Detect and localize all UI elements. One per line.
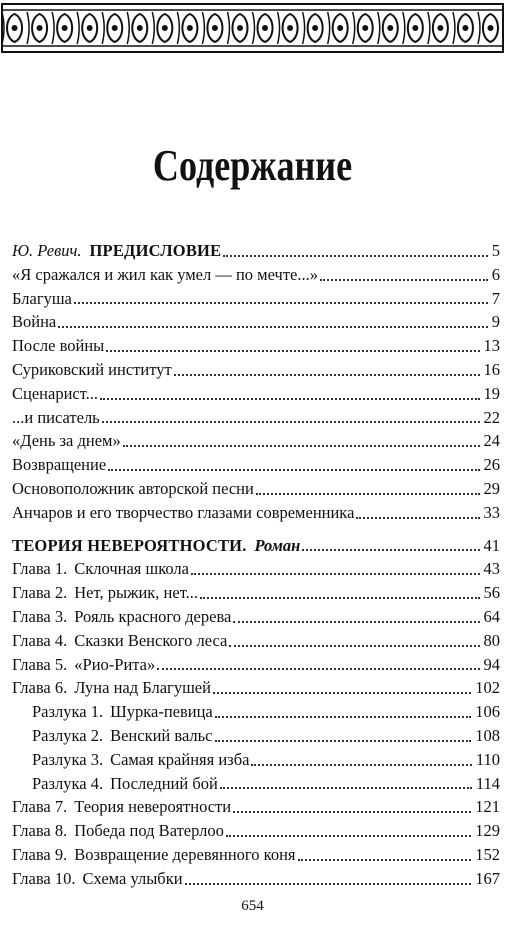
dot-leader (320, 279, 488, 281)
toc-page-number: 5 (491, 241, 500, 260)
toc-entry-label (12, 334, 104, 358)
toc-entry (12, 581, 500, 605)
dot-leader (356, 517, 479, 519)
ornament-dot (362, 25, 368, 31)
toc-entry-label (12, 453, 106, 477)
dot-leader (256, 493, 480, 495)
toc-chapter-number: Разлука 1. (32, 702, 104, 722)
toc-entry-label (12, 239, 221, 263)
dot-leader (74, 302, 488, 304)
toc-title: «День за днем» (12, 431, 121, 451)
toc-chapter-number: Глава 1. (12, 559, 68, 579)
toc-entry (12, 334, 500, 358)
toc-page-number: 7 (491, 288, 500, 308)
toc-entry (12, 724, 500, 748)
toc-title: Возвращение деревянного коня (74, 844, 296, 864)
toc-entry (12, 843, 500, 867)
toc-title: Венский вальс (110, 725, 213, 745)
toc-entry-label (12, 358, 172, 382)
toc-chapter-number: Глава 10. (12, 868, 76, 888)
dot-leader (100, 398, 479, 400)
toc-entry-label (12, 629, 227, 653)
dot-leader (157, 668, 479, 670)
toc-page-number: 16 (483, 359, 500, 379)
table-of-contents (12, 239, 500, 891)
toc-entry-label (12, 382, 98, 406)
toc-page-number: 121 (475, 797, 500, 817)
toc-entry-label (12, 310, 56, 334)
toc-page-number: 6 (491, 264, 500, 284)
toc-page-number: 24 (483, 431, 500, 451)
toc-title: Анчаров и его творчество глазами современника (12, 502, 355, 522)
toc-title: Возвращение (12, 455, 107, 475)
dot-leader (102, 421, 480, 423)
toc-page-number: 9 (491, 312, 500, 332)
dot-leader (213, 692, 471, 694)
toc-chapter-number: Глава 6. (12, 678, 68, 698)
toc-entry-label (32, 748, 249, 772)
toc-chapter-number: Глава 7. (12, 797, 68, 817)
toc-entry (12, 653, 500, 677)
dot-leader (191, 573, 480, 575)
toc-page-number: 102 (475, 678, 500, 698)
page-title: Содержание (152, 141, 353, 190)
toc-entry-label (12, 605, 231, 629)
toc-title: Луна над Благушей (74, 678, 211, 698)
toc-author: Ю. Ревич. (12, 241, 82, 260)
ornament-dot (462, 25, 468, 31)
toc-chapter-number: Глава 3. (12, 606, 68, 626)
toc-title: Шурка-певица (110, 702, 213, 722)
toc-page-number: 41 (483, 535, 500, 555)
toc-title: ...и писатель (12, 407, 100, 427)
dot-leader (108, 469, 479, 471)
dot-leader (58, 326, 488, 328)
ornament-dot (187, 25, 193, 31)
toc-page-number: 110 (475, 749, 500, 769)
toc-entry (12, 700, 500, 724)
toc-entry (12, 310, 500, 334)
toc-entry (12, 867, 500, 891)
dot-leader (302, 549, 479, 551)
ornament-dot (237, 25, 243, 31)
toc-entry (12, 772, 500, 796)
toc-genre: Роман (254, 535, 301, 555)
toc-title: Нет, рыжик, нет... (74, 583, 199, 603)
ornament-dot (112, 25, 118, 31)
dot-leader (229, 645, 479, 647)
toc-entry-label (12, 819, 224, 843)
ornament-dot (412, 25, 418, 31)
toc-entry (12, 795, 500, 819)
ornament-dot (62, 25, 68, 31)
dot-leader (123, 445, 480, 447)
toc-page-number: 114 (475, 773, 500, 793)
toc-page-number: 22 (483, 407, 500, 427)
ornament-dot (137, 25, 143, 31)
toc-title: После войны (12, 336, 105, 356)
toc-title: Сценарист... (12, 383, 99, 403)
dot-leader (220, 787, 472, 789)
page-number: 654 (241, 898, 264, 914)
toc-page-number: 43 (483, 559, 500, 579)
toc-entry-label (12, 867, 183, 891)
toc-page-number: 108 (475, 725, 500, 745)
toc-title: Склочная школа (74, 559, 189, 579)
toc-entry (12, 534, 500, 558)
toc-title: Теория невероятности (74, 797, 232, 817)
toc-title: «Рио-Рита» (74, 654, 156, 674)
toc-entry-label (12, 429, 121, 453)
toc-entry-label (12, 287, 72, 311)
dot-leader (200, 597, 479, 599)
toc-title: Основоположник авторской песни (12, 478, 254, 498)
toc-entry (12, 239, 500, 263)
toc-title: Победа под Ватерлоо (74, 821, 224, 841)
toc-chapter-number: Глава 4. (12, 630, 68, 650)
toc-entry-label (12, 795, 231, 819)
ornament-dot (262, 25, 268, 31)
ornament-border (0, 0, 505, 58)
toc-entry (12, 429, 500, 453)
toc-page-number: 152 (475, 844, 500, 864)
dot-leader (223, 255, 487, 257)
toc-chapter-number: Глава 8. (12, 821, 68, 841)
toc-title: ТЕОРИЯ НЕВЕРОЯТНОСТИ. (12, 535, 247, 555)
toc-chapter-number: Разлука 2. (32, 725, 104, 745)
toc-title: Последний бой (110, 773, 218, 793)
dot-leader (226, 835, 471, 837)
toc-entry (12, 263, 500, 287)
toc-page-number: 29 (483, 478, 500, 498)
toc-chapter-number: Глава 2. (12, 583, 68, 603)
dot-leader (215, 740, 472, 742)
toc-entry (12, 748, 500, 772)
dot-leader (215, 716, 471, 718)
toc-entry (12, 287, 500, 311)
toc-title: «Я сражался и жил как умел — по мечте...» (12, 264, 318, 284)
toc-title: Схема улыбки (82, 868, 183, 888)
ornament-dot (437, 25, 443, 31)
toc-entry (12, 453, 500, 477)
toc-page-number: 167 (475, 868, 500, 888)
dot-leader (233, 621, 479, 623)
toc-entry (12, 477, 500, 501)
dot-leader (251, 764, 471, 766)
ornament-dot (212, 25, 218, 31)
toc-entry-label (32, 700, 213, 724)
toc-page-number: 33 (483, 502, 500, 522)
toc-chapter-number: Разлука 3. (32, 749, 104, 769)
toc-entry-label (12, 501, 354, 525)
toc-title: Сказки Венского леса (74, 630, 228, 650)
ornament-dot (12, 25, 18, 31)
toc-title: Суриковский институт (12, 359, 172, 379)
toc-page-number: 13 (483, 336, 500, 356)
toc-page-number: 26 (483, 455, 500, 475)
toc-entry-label (12, 534, 300, 558)
toc-entry-label (12, 843, 296, 867)
ornament-dot (162, 25, 168, 31)
toc-title: Самая крайняя изба (110, 749, 250, 769)
toc-entry (12, 557, 500, 581)
toc-title: Война (12, 312, 57, 332)
toc-entry-label (12, 263, 318, 287)
ornament-dot (87, 25, 93, 31)
ornament-dot (487, 25, 493, 31)
ornament-dot (37, 25, 43, 31)
toc-title: ПРЕДИСЛОВИЕ (89, 241, 222, 260)
toc-chapter-number: Глава 9. (12, 844, 68, 864)
toc-entry-label (32, 772, 218, 796)
toc-entry (12, 676, 500, 700)
toc-entry (12, 358, 500, 382)
dot-leader (298, 859, 472, 861)
toc-page-number: 80 (483, 630, 500, 650)
ornament-dot (287, 25, 293, 31)
toc-chapter-number: Глава 5. (12, 654, 68, 674)
toc-page-number: 64 (483, 606, 500, 626)
ornament-dot (312, 25, 318, 31)
dot-leader (106, 350, 479, 352)
toc-entry-label (12, 557, 189, 581)
toc-title: Рояль красного дерева (74, 606, 232, 626)
dot-leader (174, 374, 480, 376)
toc-page-number: 129 (475, 821, 500, 841)
toc-page-number: 106 (475, 702, 500, 722)
toc-entry (12, 629, 500, 653)
ornament-dot (337, 25, 343, 31)
toc-entry (12, 819, 500, 843)
toc-entry (12, 382, 500, 406)
dot-leader (185, 883, 472, 885)
toc-entry-label (12, 676, 211, 700)
toc-page-number: 94 (483, 654, 500, 674)
toc-entry-label (32, 724, 213, 748)
toc-entry-label (12, 581, 198, 605)
toc-chapter-number: Разлука 4. (32, 773, 104, 793)
toc-page-number: 56 (483, 583, 500, 603)
toc-entry (12, 406, 500, 430)
ornament-dot (387, 25, 393, 31)
toc-title: Благуша (12, 288, 72, 308)
dot-leader (233, 811, 471, 813)
toc-entry (12, 501, 500, 525)
toc-entry-label (12, 477, 254, 501)
toc-entry (12, 605, 500, 629)
toc-entry-label (12, 653, 155, 677)
toc-page-number: 19 (483, 383, 500, 403)
toc-entry-label (12, 406, 100, 430)
